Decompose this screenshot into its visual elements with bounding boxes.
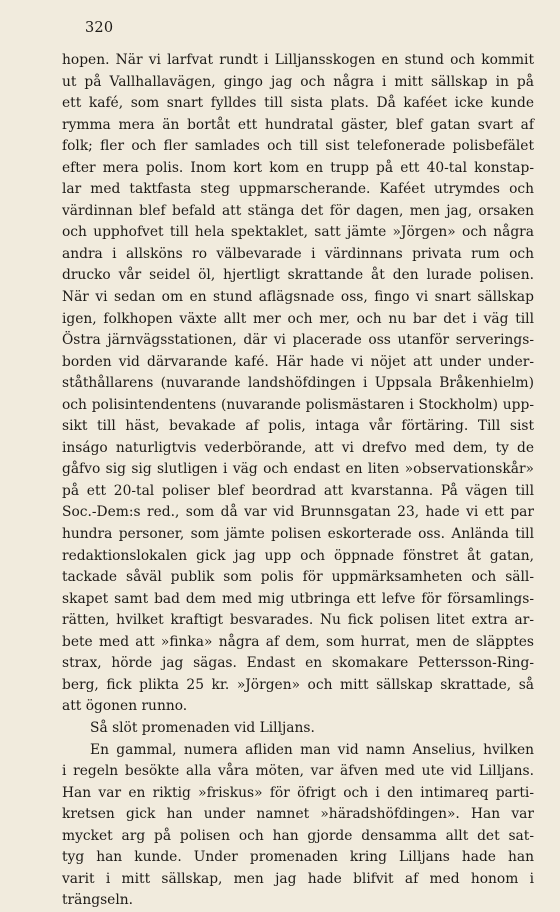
text-line: i regeln besökte alla våra möten, var äfven med ute vid Lilljans.	[62, 763, 534, 780]
text-line: lar med taktfasta steg uppmarscherande. Kaféet utrymdes och	[62, 181, 534, 198]
text-line: tackade såväl publik som polis för uppmärksamheten och säll-	[62, 569, 534, 586]
text-line: värdinnan blef befald att stänga det för dagen, men jag, orsaken	[62, 202, 534, 219]
text-line: redaktionslokalen gick jag upp och öppnade fönstret åt gatan,	[62, 547, 534, 564]
text-line: drucko vår seidel öl, hjertligt skrattande åt den lurade polisen.	[62, 267, 534, 284]
text-line: och upphofvet till hela spektaklet, satt jämte »Jörgen» och några	[62, 224, 534, 241]
text-line: sikt till häst, bevakade af polis, intaga vår förtäring. Till sist	[62, 418, 534, 435]
page-number: 320	[85, 20, 114, 36]
text-line: andra i allsköns ro välbevarade i värdinnans privata rum och	[62, 245, 534, 262]
text-line: ett kafé, som snart fylldes till sista plats. Då kaféet icke kunde	[62, 95, 534, 112]
text-line: Soc.-Dem:s red., som då var vid Brunnsgatan 23, hade vi ett par	[62, 504, 534, 521]
text-line: rymma mera än bortåt ett hundratal gäster, blef gatan svart af	[62, 116, 534, 133]
text-line: trängseln.	[62, 892, 134, 909]
text-line: efter mera polis. Inom kort kom en trupp på ett 40-tal konstap-	[62, 159, 534, 176]
text-line: En gammal, numera afliden man vid namn Anselius, hvilken	[90, 741, 534, 758]
text-line: gåfvo sig sig slutligen i väg och endast en liten »observationskår»	[62, 461, 534, 478]
text-line: och polisintendentens (nuvarande polismästaren i Stockholm) upp-	[62, 396, 534, 413]
text-line: att ögonen runno.	[62, 698, 188, 715]
text-line: hundra personer, som jämte polisen eskorterade oss. Anlända till	[62, 526, 534, 543]
text-line: inságo naturligtvis vederbörande, att vi drefvo med dem, ty de	[62, 439, 534, 456]
text-line: ståthållarens (nuvarande landshöfdingen i Uppsala Bråkenhielm)	[62, 375, 534, 392]
text-line: tyg han kunde. Under promenaden kring Lilljans hade han	[62, 849, 534, 866]
text-line: kretsen gick han under namnet »häradshöfdingen». Han var	[62, 806, 534, 823]
text-line: rätten, hvilket kraftigt besvarades. Nu fick polisen litet extra ar-	[62, 612, 534, 629]
text-line: hopen. När vi larfvat rundt i Lilljansskogen en stund och kommit	[62, 52, 534, 68]
text-line: Östra järnvägsstationen, där vi placerade oss utanför serverings-	[62, 332, 534, 349]
text-line: skapet samt bad dem med mig utbringa ett lefve för församlings-	[62, 590, 534, 607]
text-line: borden vid därvarande kafé. Här hade vi nöjet att under under-	[62, 353, 534, 370]
text-line: folk; fler och fler samlades och till sist telefonerade polisbefälet	[62, 138, 534, 155]
text-line: mycket arg på polisen och han gjorde densamma allt det sat-	[62, 827, 534, 844]
text-line: Han var en riktig »friskus» för öfrigt och i den intimareq parti-	[62, 784, 534, 801]
text-line: När vi sedan om en stund aflägsnade oss, fingo vi snart sällskap	[62, 289, 534, 306]
text-line: på ett 20-tal poliser blef beordrad att kvarstanna. På vägen till	[62, 482, 534, 499]
text-line: berg, fick plikta 25 kr. »Jörgen» och mitt sällskap skrattade, så	[62, 676, 534, 693]
text-line: bete med att »finka» några af dem, som hurrat, men de släpptes	[62, 633, 534, 650]
text-line: varit i mitt sällskap, men jag hade blifvit af med honom i	[62, 870, 534, 887]
text-line: ut på Vallhallavägen, gingo jag och några i mitt sällskap in på	[62, 73, 534, 90]
text-line: Så slöt promenaden vid Lilljans.	[90, 719, 315, 736]
text-line: strax, hörde jag sägas. Endast en skomakare Pettersson-Ring-	[62, 655, 534, 672]
text-line: igen, folkhopen växte allt mer och mer, och nu bar det i väg till	[62, 310, 534, 327]
body-text	[62, 50, 534, 912]
